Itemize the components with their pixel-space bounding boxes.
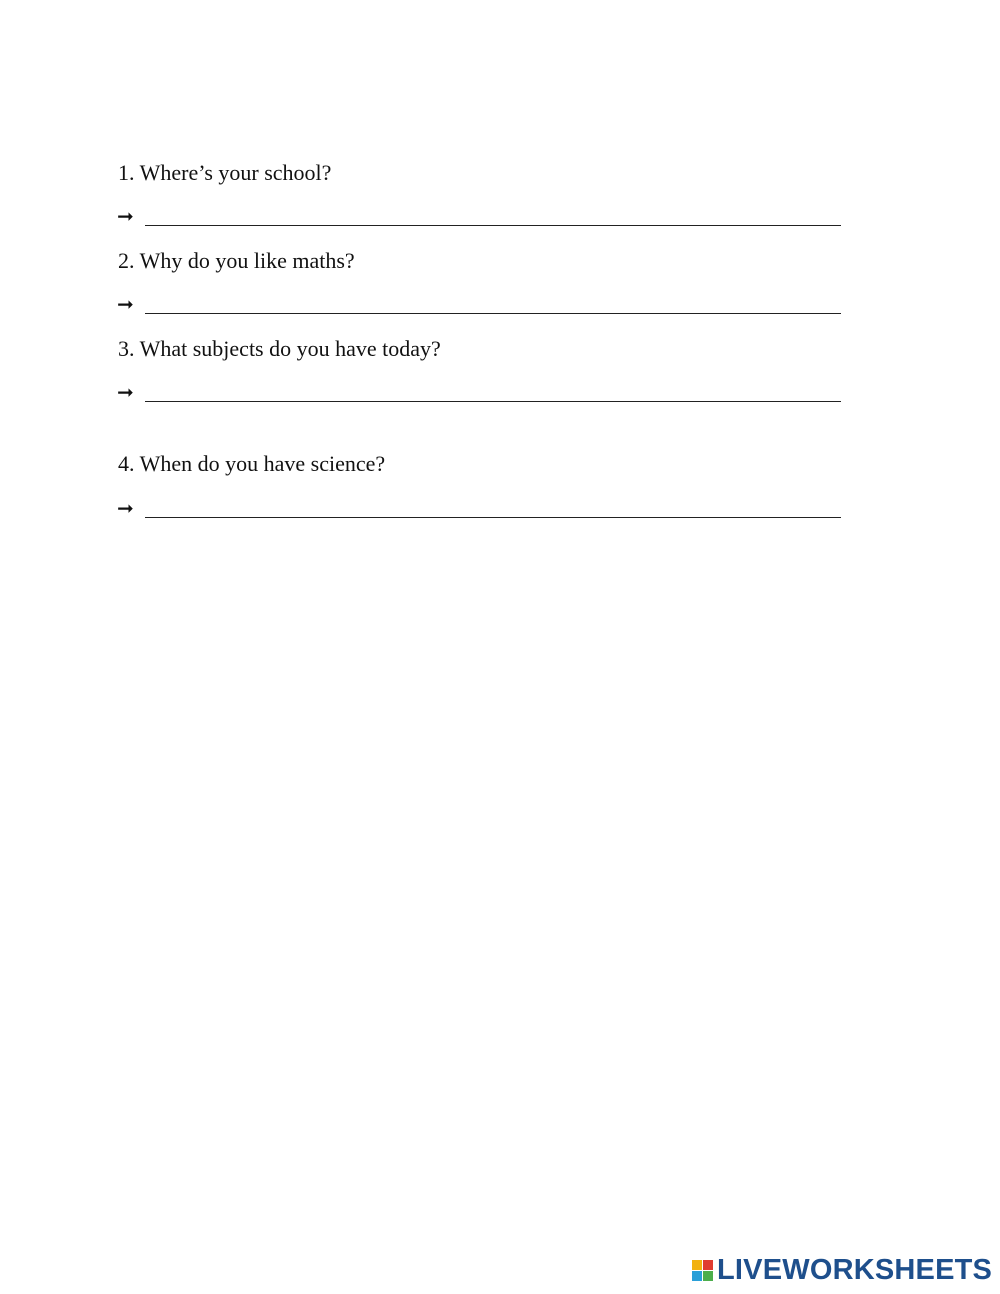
answer-row-1: [117, 204, 843, 230]
arrow-icon: ➞: [117, 292, 134, 316]
question-3: 3. What subjects do you have today?: [118, 336, 441, 361]
liveworksheets-logo: [692, 1254, 992, 1286]
answer-input-3[interactable]: [145, 380, 841, 402]
answer-input-1[interactable]: [145, 204, 841, 226]
answer-row-3: [117, 380, 843, 406]
arrow-icon: ➞: [117, 496, 134, 520]
question-1: 1. Where’s your school?: [118, 160, 332, 185]
answer-row-2: [117, 292, 843, 318]
arrow-icon: ➞: [117, 204, 134, 228]
liveworksheets-logo-icon: [692, 1260, 713, 1281]
answer-input-4[interactable]: [145, 496, 841, 518]
logo-text: LIVEWORKSHEETS: [717, 1254, 993, 1286]
answer-row-4: [117, 496, 843, 522]
question-2: 2. Why do you like maths?: [118, 248, 355, 273]
question-4: 4. When do you have science?: [118, 451, 386, 476]
answer-input-2[interactable]: [145, 292, 841, 314]
arrow-icon: ➞: [117, 380, 134, 404]
